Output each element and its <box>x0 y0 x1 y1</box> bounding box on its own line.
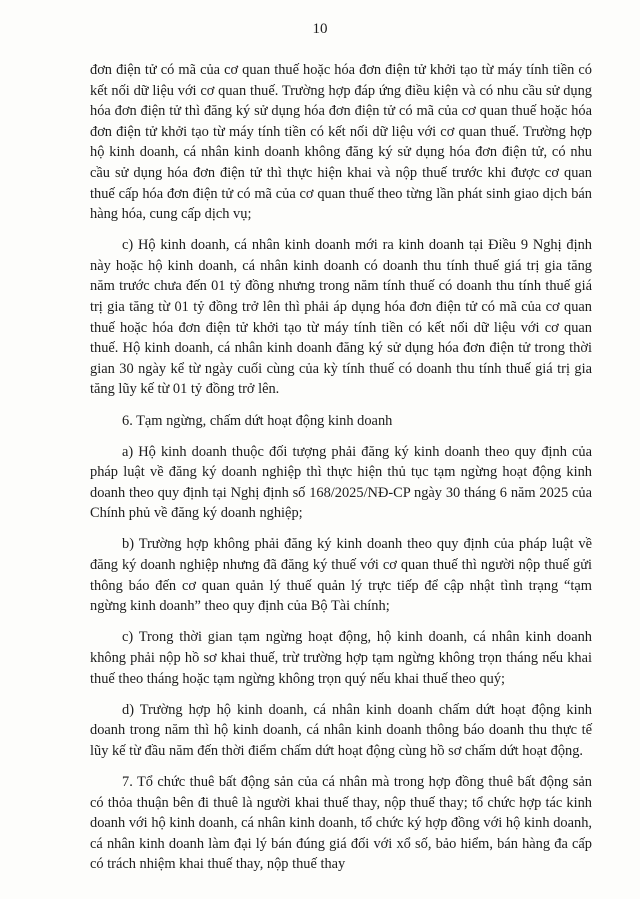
paragraph-section-7: 7. Tổ chức thuê bất động sản của cá nhân mà trong hợp đồng thuê bất động sản có thỏa thuận bên đi thuê là người khai thuế thay, nộp thuế thay; tổ chức hợp tác kinh doanh với hộ kinh doanh, cá nhân kinh doanh, tổ chức ký hợp đồng với hộ kinh doanh, cá nhân kinh doanh làm đại lý bán đúng giá đối với xổ số, bảo hiểm, bán hàng đa cấp có trách nhiệm khai thuế thay, nộp thuế thay <box>90 773 592 873</box>
document-body <box>90 60 592 885</box>
paragraph-item-a: a) Hộ kinh doanh thuộc đối tượng phải đăng ký kinh doanh theo quy định của pháp luật về đăng ký doanh nghiệp thì thực hiện thủ tục tạm ngừng hoạt động kinh doanh theo quy định tại Nghị định số 168/2025/NĐ-CP ngày 30 tháng 6 năm 2025 của Chính phủ về đăng ký doanh nghiệp; <box>90 443 592 522</box>
paragraph-item-b: b) Trường hợp không phải đăng ký kinh doanh theo quy định của pháp luật về đăng ký doanh nghiệp nhưng đã đăng ký thuế với cơ quan thuế thì người nộp thuế gửi thông báo đến cơ quan quản lý thuế quản lý trực tiếp để cập nhật tình trạng “tạm ngừng kinh doanh” theo quy định của Bộ Tài chính; <box>90 536 592 615</box>
paragraph-item-c-suspension: c) Trong thời gian tạm ngừng hoạt động, hộ kinh doanh, cá nhân kinh doanh không phải nộp hồ sơ khai thuế, trừ trường hợp tạm ngừng không trọn tháng nếu khai thuế theo tháng hoặc tạm ngừng không trọn quý nếu khai thuế theo quý; <box>90 629 592 687</box>
paragraph-item-c: c) Hộ kinh doanh, cá nhân kinh doanh mới ra kinh doanh tại Điều 9 Nghị định này hoặc hộ kinh doanh, cá nhân kinh doanh có doanh thu tính thuế giá trị gia tăng năm trước chưa đến 01 tỷ đồng nhưng trong năm tính thuế có doanh thu tính thuế giá trị gia tăng từ 01 tỷ đồng trở lên thì phải áp dụng hóa đơn điện tử có mã của cơ quan thuế hoặc hóa đơn điện tử khởi tạo từ máy tính tiền có kết nối dữ liệu với cơ quan thuế. Hộ kinh doanh, cá nhân kinh doanh đăng ký sử dụng hóa đơn điện tử trong thời gian 30 ngày kể từ ngày cuối cùng của kỳ tính thuế có doanh thu tính thuế giá trị gia tăng lũy kế từ 01 tỷ đồng trở lên. <box>90 237 592 398</box>
section-heading-6: 6. Tạm ngừng, chấm dứt hoạt động kinh doanh <box>122 412 393 429</box>
paragraph-item-d: d) Trường hợp hộ kinh doanh, cá nhân kinh doanh chấm dứt hoạt động kinh doanh trong năm thì hộ kinh doanh, cá nhân kinh doanh thông báo doanh thu thực tế lũy kế từ đầu năm đến thời điểm chấm dứt hoạt động cùng hồ sơ chấm dứt hoạt động. <box>90 701 592 759</box>
page-number: 10 <box>312 21 328 37</box>
paragraph-continuation: đơn điện tử có mã của cơ quan thuế hoặc hóa đơn điện tử khởi tạo từ máy tính tiền có kết nối dữ liệu với cơ quan thuế. Trường hợp đáp ứng điều kiện và có nhu cầu sử dụng hóa đơn điện tử thì đăng ký sử dụng hóa đơn điện tử có mã của cơ quan thuế hoặc hóa đơn điện tử khởi tạo từ máy tính tiền có kết nối dữ liệu với cơ quan thuế. Trường hợp hộ kinh doanh, cá nhân kinh doanh không đăng ký sử dụng hóa đơn điện tử, có nhu cầu sử dụng hóa đơn điện tử thì thực hiện khai và nộp thuế trước khi được cơ quan thuế cấp hóa đơn điện tử có mã của cơ quan thuế theo từng lần phát sinh giao dịch bán hàng hóa, cung cấp dịch vụ; <box>90 62 592 223</box>
